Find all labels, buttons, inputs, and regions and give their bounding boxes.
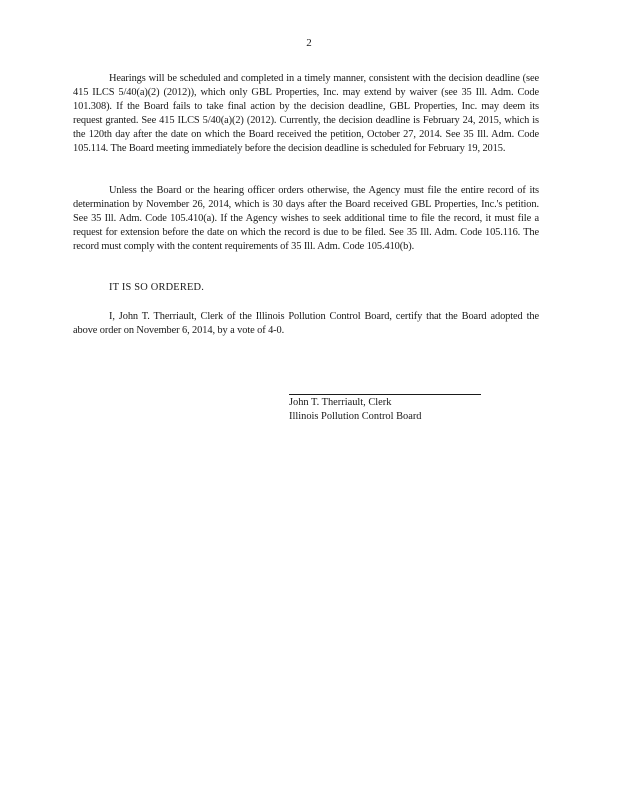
paragraph-agency-record: Unless the Board or the hearing officer orders otherwise, the Agency must file the entire record of its determination by November 26, 2014, which is 30 days after the Board received GBL Properties, Inc.'s petition. See 35 Ill. Adm. Code 105.410(a). If the Agency wishes to seek additional time to file the record, it must file a request for extension before the date on which the record is due to be filed. See 35 Ill. Adm. Code 105.116. The record must comply with the content requirements of 35 Ill. Adm. Code 105.410(b). — [73, 185, 539, 253]
ordered-statement: IT IS SO ORDERED. — [109, 282, 204, 293]
signature-block — [289, 396, 422, 424]
signature-line — [289, 394, 481, 395]
signature-organization: Illinois Pollution Control Board — [289, 411, 422, 422]
signature-name: John T. Therriault, Clerk — [289, 397, 392, 408]
paragraph-certification: I, John T. Therriault, Clerk of the Illinois Pollution Control Board, certify that the Board adopted the above order on November 6, 2014, by a vote of 4-0. — [73, 311, 539, 337]
page-number: 2 — [306, 37, 312, 49]
paragraph-hearings: Hearings will be scheduled and completed in a timely manner, consistent with the decision deadline (see 415 ILCS 5/40(a)(2) (2012)), which only GBL Properties, Inc. may extend by waiver (see 35 Ill. Adm. Code 101.308). If the Board fails to take final action by the decision deadline, GBL Properties, Inc. may deem its request granted. See 415 ILCS 5/40(a)(2) (2012). Currently, the decision deadline is February 24, 2015, which is the 120th day after the date on which the Board received the petition, October 27, 2014. See 35 Ill. Adm. Code 105.114. The Board meeting immediately before the decision deadline is scheduled for February 19, 2015. — [73, 73, 539, 155]
